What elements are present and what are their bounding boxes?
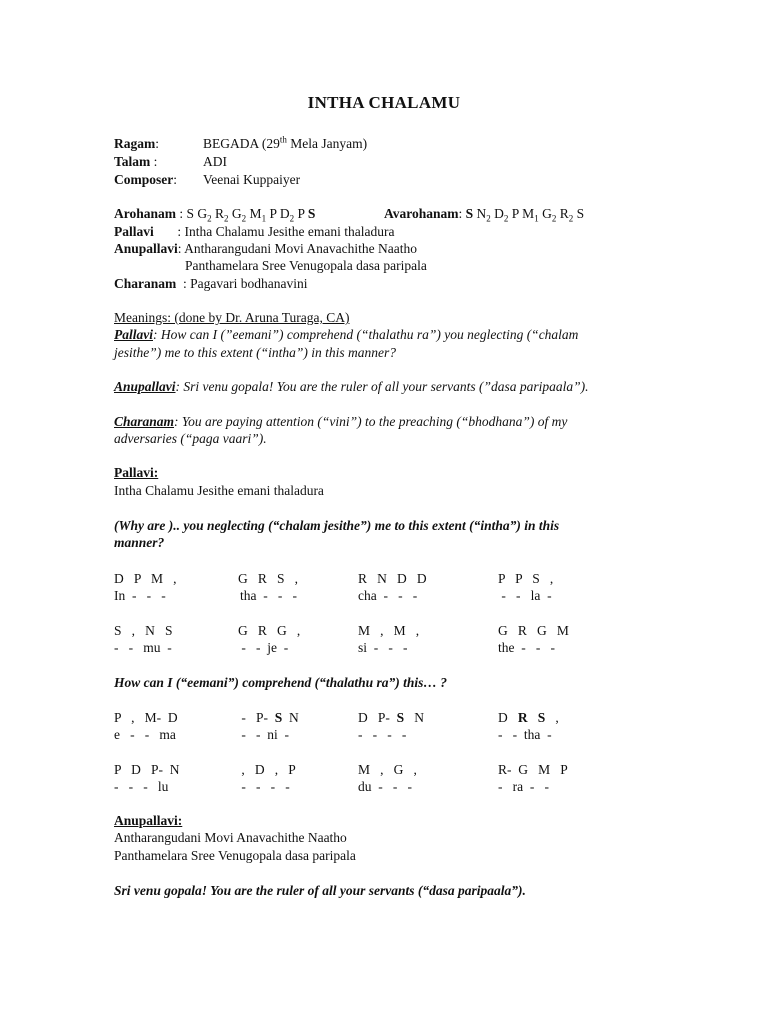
- swara-group: R- G M P: [498, 762, 568, 777]
- note-text: G: [538, 206, 552, 221]
- swara-group: D P M ,: [114, 571, 177, 586]
- pallavi-meaning-1: (Why are ).. you neglecting (“chalam jesithe”) me to this extent (“intha”) in this: [114, 518, 560, 533]
- syllable-group: - - - -: [238, 779, 290, 794]
- note-text: S: [573, 206, 585, 221]
- note-text: D: [490, 206, 504, 221]
- anupallavi-meaning: Sri venu gopala! You are the ruler of all your servants (“dasa paripaala”).: [114, 883, 526, 898]
- anupallavi-lyric: Anupallavi: Antharangudani Movi Anavachithe Naatho: [114, 241, 417, 256]
- swara-group: P P S ,: [498, 571, 554, 586]
- meaning-anupallavi: Anupallavi: Sri venu gopala! You are the ruler of all your servants (”dasa paripaala”).: [114, 379, 589, 394]
- swara-group: D R S ,: [498, 710, 559, 725]
- meaning-pallavi-line2: jesithe”) me to this extent (“intha”) in this manner?: [114, 345, 396, 360]
- syllable-group: tha - - -: [240, 588, 297, 603]
- swara-group: S , N S: [114, 623, 173, 638]
- note-subscript: 2: [486, 213, 491, 224]
- talam-value: ADI: [203, 154, 227, 169]
- note-text: N: [473, 206, 487, 221]
- swara-group: M , G ,: [358, 762, 417, 777]
- note-subscript: 2: [551, 213, 557, 224]
- composer-label: Composer:: [114, 172, 178, 187]
- syllable-group: - - ni -: [238, 727, 289, 742]
- ragam-value: BEGADA (29th Mela Janyam): [203, 134, 368, 151]
- pallavi-heading: Pallavi:: [114, 465, 159, 480]
- syllable-group: In - - -: [114, 588, 166, 603]
- meaning-charanam-line2: adversaries (“paga vaari”).: [114, 431, 267, 446]
- syllable-group: - - tha -: [498, 727, 552, 742]
- swara-group: G R G ,: [238, 623, 301, 638]
- syllable-group: du - - -: [358, 779, 412, 794]
- note-subscript: 2: [503, 213, 509, 224]
- ragam-label: Ragam:: [114, 136, 160, 151]
- syllable-group: - - - -: [358, 727, 407, 742]
- note-subscript: 2: [207, 213, 212, 224]
- syllable-group: - - - lu: [114, 779, 169, 794]
- swara-group: - P- S N: [238, 710, 299, 725]
- anupallavi-section-line1: Antharangudani Movi Anavachithe Naatho: [114, 830, 347, 845]
- note-subscript: 2: [224, 213, 229, 224]
- swara-group: R N D D: [358, 571, 427, 586]
- anupallavi-heading: Anupallavi:: [114, 813, 183, 828]
- anupallavi-lyric-line2: Panthamelara Sree Venugopala dasa paripala: [185, 258, 427, 273]
- note-text: P: [294, 206, 308, 221]
- note-text: P D: [266, 206, 290, 221]
- note-subscript: 2: [568, 213, 574, 224]
- swara-group: P , M- D: [114, 710, 178, 725]
- swara-group: , D , P: [238, 762, 296, 777]
- note-text: R: [556, 206, 569, 221]
- charanam-lyric: Charanam : Pagavari bodhanavini: [114, 276, 308, 291]
- pallavi-section-lyric: Intha Chalamu Jesithe emani thaladura: [114, 483, 324, 498]
- swara-group: G R S ,: [238, 571, 299, 586]
- note-text: R: [211, 206, 225, 221]
- swara-group: D P- S N: [358, 710, 425, 725]
- syllable-group: e - - ma: [114, 727, 176, 742]
- note-subscript: 2: [289, 213, 295, 224]
- arohanam: Arohanam : S $G_2$ $R_2$ $G_2$ $M_1$ P $D_2$ P S: [114, 206, 316, 224]
- swara-group: P D P- N: [114, 762, 180, 777]
- swara-group: M , M ,: [358, 623, 420, 638]
- syllable-group: the - - -: [498, 640, 555, 655]
- note-text: P M: [508, 206, 535, 221]
- note-subscript: 1: [261, 213, 267, 224]
- avarohanam: Avarohanam: S $N_2$ $D_2$ P $M_1$ $G_2$ $R_2$ S: [384, 206, 585, 224]
- syllable-group: - - la -: [498, 588, 552, 603]
- syllable-group: - - je -: [238, 640, 289, 655]
- syllable-group: - ra - -: [498, 779, 549, 794]
- note-subscript: 2: [241, 213, 247, 224]
- note-text: M: [246, 206, 262, 221]
- pallavi-meaning-2: How can I (“eemani”) comprehend (“thalathu ra”) this… ?: [114, 675, 448, 690]
- anupallavi-section-line2: Panthamelara Sree Venugopala dasa paripala: [114, 848, 356, 863]
- pallavi-lyric: Pallavi : Intha Chalamu Jesithe emani thaladura: [114, 224, 395, 239]
- syllable-group: si - - -: [358, 640, 408, 655]
- page-title: INTHA CHALAMU: [307, 93, 461, 112]
- meanings-header: Meanings: (done by Dr. Aruna Turaga, CA): [114, 310, 350, 325]
- pallavi-meaning-1-line2: manner?: [114, 535, 165, 550]
- talam-label: Talam :: [114, 154, 158, 169]
- syllable-group: cha - - -: [358, 588, 418, 603]
- note-text: G: [228, 206, 242, 221]
- syllable-group: - - mu -: [114, 640, 172, 655]
- meaning-charanam: Charanam: You are paying attention (“vini”) to the preaching (“bhodhana”) of my: [114, 414, 568, 429]
- composer-value: Veenai Kuppaiyer: [203, 172, 301, 187]
- note-subscript: 1: [534, 213, 539, 224]
- meaning-pallavi: Pallavi: How can I (”eemani”) comprehend (“thalathu ra”) you neglecting (“chalam: [114, 327, 579, 342]
- swara-group: G R G M: [498, 623, 569, 638]
